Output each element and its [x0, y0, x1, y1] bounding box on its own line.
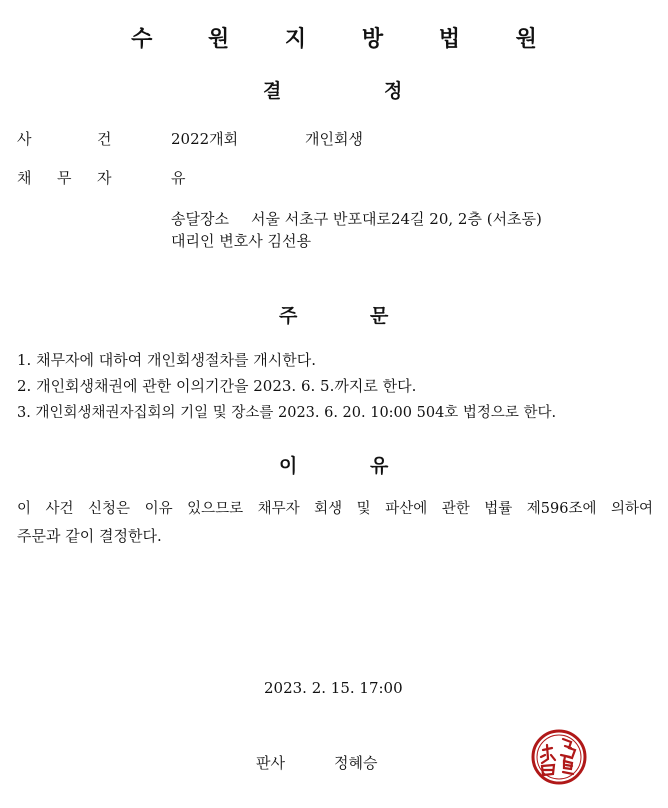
case-label-char-2: 건 [97, 130, 112, 148]
reason-heading-char-2: 유 [370, 455, 389, 477]
case-name: 개인회생 [305, 130, 363, 148]
judge-title: 판사 [256, 754, 285, 772]
doc-type-char-2: 정 [384, 80, 403, 102]
debtor-label-char-2: 무 [57, 169, 72, 187]
judge-seal-stamp [530, 728, 588, 786]
debtor-label-char-1: 채 [17, 169, 32, 187]
decision-date: 2023. 2. 15. 17:00 [264, 679, 403, 697]
reason-line: 이 사건 신청은 이유 있으므로 채무자 회생 및 파산에 관한 법률 제596조에 의하여 [17, 501, 653, 517]
service-address-label: 송달장소 [171, 210, 229, 228]
doc-type-char-1: 결 [263, 80, 282, 102]
court-name: 수 원 지 방 법 원 [131, 27, 561, 52]
order-heading-char-1: 주 [279, 305, 298, 327]
case-number: 2022개회 [171, 130, 239, 148]
legal-agent: 대리인 변호사 김선용 [171, 232, 311, 250]
debtor-label-char-3: 자 [97, 169, 112, 187]
judge-name: 정혜승 [334, 754, 378, 772]
order-item: 2. 개인회생채권에 관한 이의기간을 2023. 6. 5.까지로 한다. [17, 377, 417, 395]
service-address: 서울 서초구 반포대로24길 20, 2층 (서초동) [251, 210, 542, 228]
order-heading-char-2: 문 [370, 305, 389, 327]
reason-heading-char-1: 이 [279, 455, 298, 477]
order-item: 3. 개인회생채권자집회의 기일 및 장소를 2023. 6. 20. 10:00 504호 법정으로 한다. [17, 405, 557, 421]
debtor-name: 유 [171, 169, 186, 187]
reason-line: 주문과 같이 결정한다. [17, 527, 162, 545]
order-item: 1. 채무자에 대하여 개인회생절차를 개시한다. [17, 351, 316, 369]
case-label-char-1: 사 [17, 130, 32, 148]
